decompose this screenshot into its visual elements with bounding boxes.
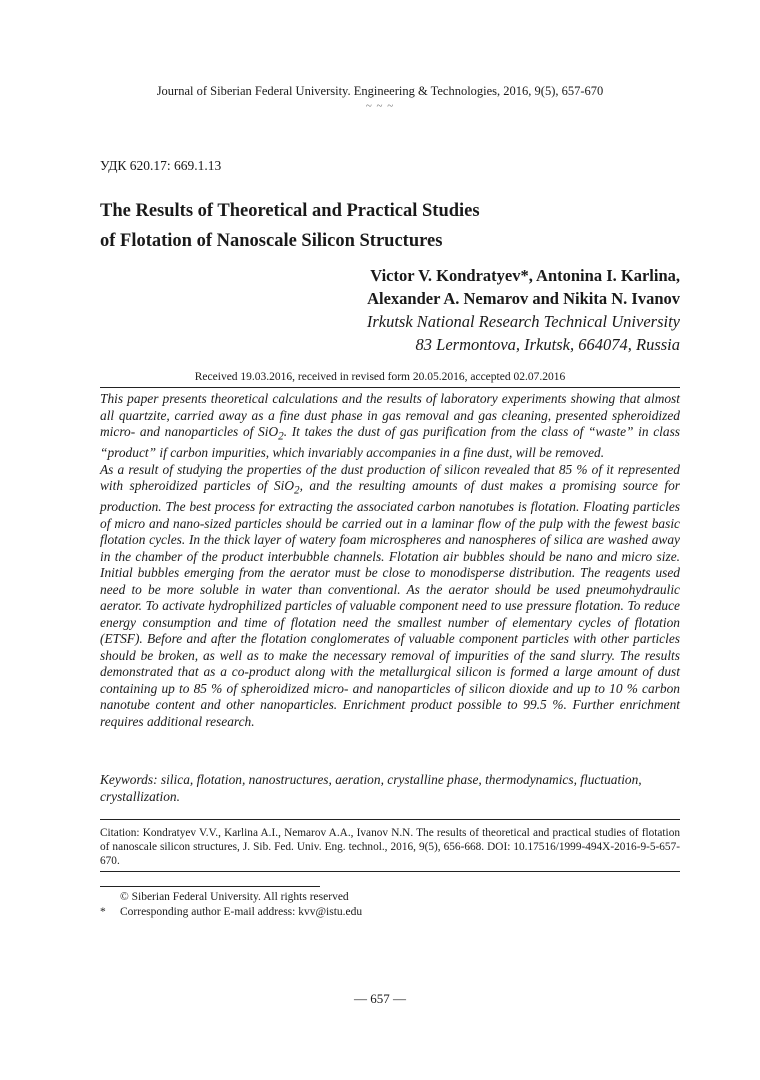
citation-top-rule <box>100 819 680 820</box>
affiliation: Irkutsk National Research Technical University <box>366 312 680 331</box>
footnote-copyright: © Siberian Federal University. All rights reserved <box>120 891 349 903</box>
citation: Citation: Kondratyev V.V., Karlina A.I., Nemarov A.A., Ivanov N.N. The results of theoretical and practical studies of flotation of nanoscale silicon structures, J. Sib. Fed. Univ. Eng. technol., 2016, 9(5), 656-668. DOI: 10.17516/1999-494X-2016-9-5-657-670. <box>100 827 680 867</box>
title-line-1: The Results of Theoretical and Practical Studies <box>100 201 480 221</box>
abstract-top-rule <box>100 387 680 388</box>
paper-title <box>100 196 480 256</box>
abstract <box>100 391 680 730</box>
author-block <box>367 264 680 356</box>
received-dates: Received 19.03.2016, received in revised form 20.05.2016, accepted 02.07.2016 <box>194 371 566 383</box>
citation-bottom-rule <box>100 871 680 872</box>
keywords: Keywords: silica, flotation, nanostructures, aeration, crystalline phase, thermodynamics, fluctuation, crystallization. <box>100 772 642 804</box>
udk-code: УДК 620.17: 669.1.13 <box>100 158 222 173</box>
abstract-paragraph-1: This paper presents theoretical calculations and the results of laboratory experiments showing that almost all quartzite, carried away as a fine dust phase in gas removal and gas cleaning, presented spheroidized micro- and nanoparticles of SiO$_2$. It takes the dust of gas purification from the class of “waste” in class “product” if carbon impurities, which invariably accompanies in a fine dust, will be removed. <box>100 391 681 461</box>
footnote-rule <box>100 886 320 887</box>
abstract-paragraph-2: As a result of studying the properties of the dust production of silicon revealed that 85 % of it represented with spheroidized particles of SiO$_2$, and the resulting amounts of dust makes a promising source for production. The best process for extracting the associated carbon nanotubes is flotation. Floating particles of micro and nano-sized particles should be carried out in a laminar flow of the pulp with the fewest basic flotation cycles. In the thick layer of watery foam microspheres and nanospheres of silica are washed away in the chamber of the product interbubble channels. Flotation air bubbles should be nano and micro size. Initial bubbles emerging from the aerator must be close to monodisperse distribution. The reagents used need to be more soluble in water than conventional. As the aerator should be used pneumohydraulic aerator. To activate hydrophilized particles of valuable component need to use pressure flotation. To reduce energy consumption and time of flotation need the smallest number of elementary cycles of flotation (ETSF). Before and after the flotation conglomerates of valuable component particles with other particles should be broken, as well as to make the necessary removal of impurities of the sand slurry. The results demonstrated that as a co-product along with the metallurgical silicon is formed a large amount of dust containing up to 85 % of spheroidized micro- and nanoparticles of silicon dioxide and up to 10 % carbon nanotube content and other nanoparticles. Enrichment product possible to 99.5 %. Further enrichment requires additional research. <box>100 461 680 729</box>
header-ornament: ~ ~ ~ <box>365 100 395 112</box>
title-line-2: of Flotation of Nanoscale Silicon Structures <box>100 231 443 251</box>
page-number: — 657 — <box>354 991 406 1006</box>
affiliation-address: 83 Lermontova, Irkutsk, 664074, Russia <box>415 335 680 354</box>
authors-line-2: Alexander A. Nemarov and Nikita N. Ivanov <box>367 289 680 308</box>
footnote-star: * <box>100 906 106 918</box>
corresponding-email: Corresponding author E-mail address: kvv@istu.edu <box>120 906 363 918</box>
journal-header: Journal of Siberian Federal University. Engineering & Technologies, 2016, 9(5), 657-670 <box>156 84 604 98</box>
footnote-corresponding <box>100 906 362 918</box>
authors-line-1: Victor V. Kondratyev*, Antonina I. Karlina, <box>370 266 680 285</box>
